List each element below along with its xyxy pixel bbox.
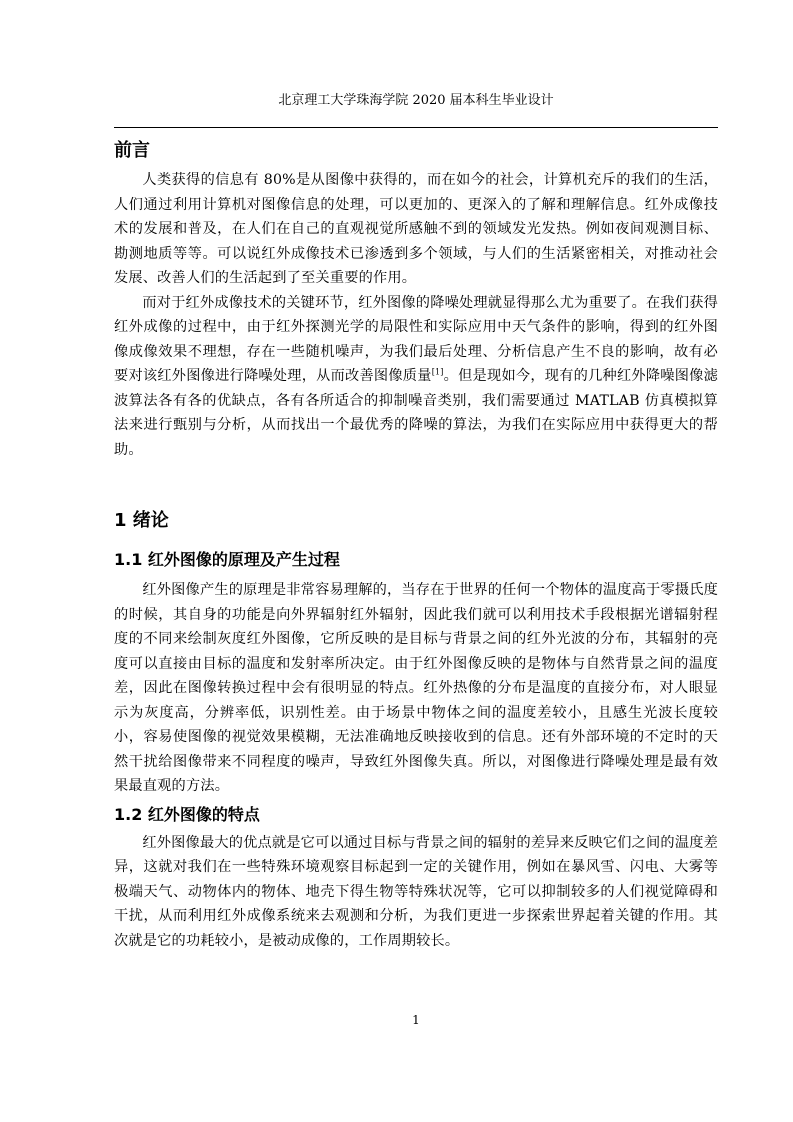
preface-paragraph-2 <box>114 291 718 463</box>
preface-paragraph-2-text-b: 。但是现如今，现有的几种红外降噪图像滤波算法各有各的优缺点，各有各所适合的抑制噪音类别，我们需要通过 MATLAB 仿真模拟算法来进行甄别与分析，从而找出一个最优秀的降噪的算法，为我们在实际应用中获得更大的帮助。 <box>114 368 718 458</box>
citation-ref-1[interactable]: [1] <box>431 367 444 377</box>
header-rule <box>114 127 718 128</box>
preface-heading: 前言 <box>114 140 150 161</box>
section-1-2-paragraph: 红外图像最大的优点就是它可以通过目标与背景之间的辐射的差异来反映它们之间的温度差异，这就对我们在一些特殊环境观察目标起到一定的关键作用，例如在暴风雪、闪电、大雾等极端天气、动物体内的物体、地壳下得生物等特殊状况等，它可以抑制较多的人们视觉障碍和干扰，从而利用红外成像系统来去观测和分析，为我们更进一步探索世界起着关键的作用。其次就是它的功耗较小，是被动成像的，工作周期较长。 <box>114 834 718 949</box>
section-1-1-paragraph: 红外图像产生的原理是非常容易理解的，当存在于世界的任何一个物体的温度高于零摄氏度的时候，其自身的功能是向外界辐射红外辐射，因此我们就可以利用技术手段根据光谱辐射程度的不同来绘制灰度红外图像，它所反映的是目标与背景之间的红外光波的分布，其辐射的亮度可以直接由目标的温度和发射率所决定。由于红外图像反映的是物体与自然背景之间的温度差，因此在图像转换过程中会有很明显的特点。红外热像的分布是温度的直接分布，对人眼显示为灰度高，分辨率低，识别性差。由于场景中物体之间的温度差较小，且感生光波长度较小，容易使图像的视觉效果模糊，无法准确地反映接收到的信息。还有外部环境的不定时的天然干扰给图像带来不同程度的噪声，导致红外图像失真。所以，对图像进行降噪处理是最有效果最直观的方法。 <box>114 582 718 794</box>
running-header: 北京理工大学珠海学院 2020 届本科生毕业设计 <box>278 93 554 108</box>
section-1-1-heading: 1.1 红外图像的原理及产生过程 <box>114 550 340 569</box>
chapter-1-heading: 1 绪论 <box>114 510 169 531</box>
page-content <box>114 138 718 953</box>
preface-paragraph-2-text-a: 而对于红外成像技术的关键环节，红外图像的降噪处理就显得那么尤为重要了。在我们获得红外成像的过程中，由于红外探测光学的局限性和实际应用中天气条件的影响，得到的红外图像成像效果不理想，存在一些随机噪声，为我们最后处理、分析信息产生不良的影响，故有必要对该红外图像进行降噪处理，从而改善图像质量 <box>114 294 718 384</box>
section-1-1 <box>114 548 718 799</box>
section-1-2-heading: 1.2 红外图像的特点 <box>114 804 260 824</box>
section-chapter-1 <box>114 508 718 534</box>
section-preface <box>114 138 718 462</box>
page-number: 1 <box>412 1013 420 1027</box>
preface-paragraph-1: 人类获得的信息有 80%是从图像中获得的，而在如今的社会，计算机充斥的我们的生活，人们通过利用计算机对图像信息的处理，可以更加的、更深入的了解和理解信息。红外成像技术的发展和普及，在人们在自己的直观视觉所感触不到的领域发光发热。例如夜间观测目标、勘测地质等等。可以说红外成像技术已渗透到多个领域，与人们的生活紧密相关，对推动社会发展、改善人们的生活起到了至关重要的作用。 <box>114 172 718 286</box>
section-1-2 <box>114 803 718 954</box>
